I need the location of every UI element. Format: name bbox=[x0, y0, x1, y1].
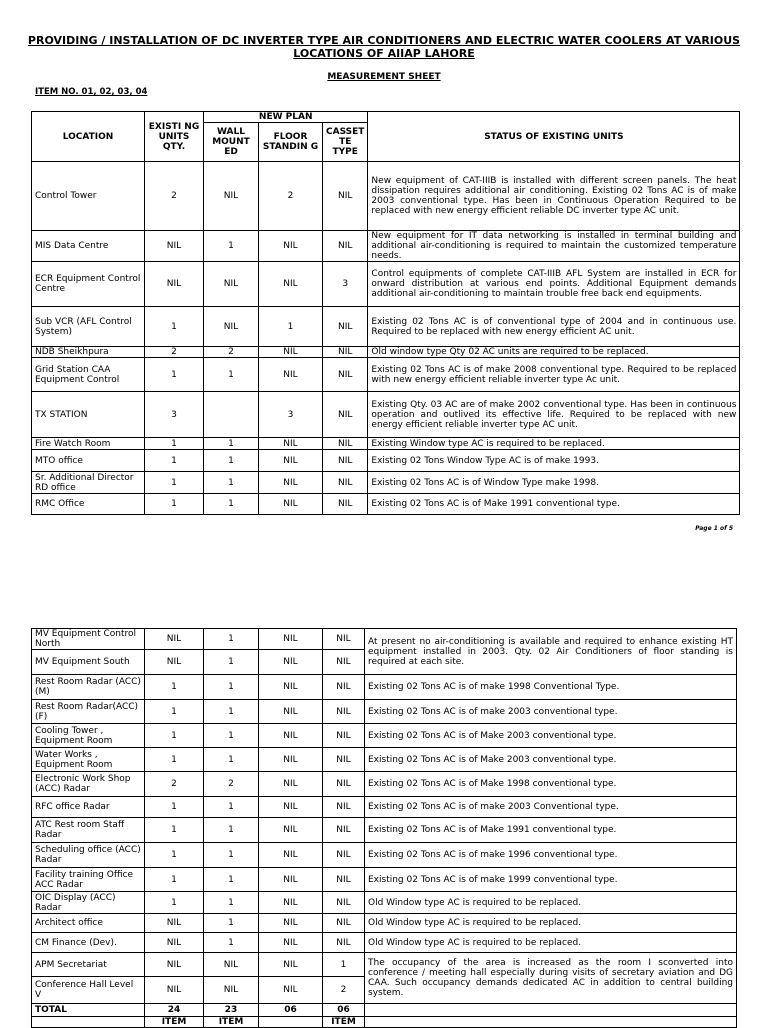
floor-standing-cell: NIL bbox=[259, 892, 323, 914]
wall-mounted-cell: 1 bbox=[204, 914, 259, 933]
cassette-type-cell: NIL bbox=[323, 933, 365, 953]
wall-mounted-cell: 1 bbox=[204, 231, 259, 262]
status-cell: Existing 02 Tons AC is of Make 2003 conventional type. bbox=[365, 724, 737, 748]
location-cell: MIS Data Centre bbox=[32, 231, 145, 262]
existing-units-cell: 1 bbox=[145, 843, 204, 868]
floor-standing-cell: NIL bbox=[259, 953, 323, 977]
header-status: STATUS OF EXISTING UNITS bbox=[368, 112, 740, 162]
existing-units-cell: 1 bbox=[145, 724, 204, 748]
status-cell: Existing 02 Tons AC is of make 2003 Conventional type. bbox=[365, 797, 737, 818]
existing-units-cell: 1 bbox=[145, 450, 204, 472]
cassette-type-cell: 2 bbox=[323, 977, 365, 1004]
existing-units-cell: NIL bbox=[145, 262, 204, 307]
wall-mounted-cell: 1 bbox=[204, 438, 259, 450]
header-wall-mounted: WALL MOUNT ED bbox=[204, 123, 259, 162]
floor-standing-cell: 2 bbox=[259, 162, 323, 231]
status-cell: Existing 02 Tons AC is of Make 1991 conventional type. bbox=[365, 818, 737, 843]
existing-units-cell: 1 bbox=[145, 494, 204, 515]
table-row bbox=[32, 843, 737, 868]
wall-mounted-cell: 1 bbox=[204, 650, 259, 675]
table-row bbox=[32, 953, 737, 977]
location-cell: Sr. Additional Director RD office bbox=[32, 472, 145, 494]
status-cell: Existing 02 Tons AC is of make 2008 conventional type. Required to be replaced with new energy efficient reliable inverter type Ac unit. bbox=[368, 358, 740, 392]
table-row bbox=[32, 307, 740, 347]
cassette-type-cell: NIL bbox=[323, 914, 365, 933]
footer-fragment-row bbox=[32, 1017, 737, 1028]
existing-units-cell: NIL bbox=[145, 933, 204, 953]
floor-standing-cell: NIL bbox=[259, 472, 323, 494]
total-cassette: 06 bbox=[323, 1004, 365, 1017]
wall-mounted-cell: NIL bbox=[204, 953, 259, 977]
cassette-type-cell: NIL bbox=[323, 307, 368, 347]
cassette-type-cell: NIL bbox=[323, 868, 365, 892]
table-row bbox=[32, 724, 737, 748]
wall-mounted-cell: 1 bbox=[204, 797, 259, 818]
location-cell: APM Secretariat bbox=[32, 953, 145, 977]
existing-units-cell: 1 bbox=[145, 748, 204, 772]
existing-units-cell: 1 bbox=[145, 438, 204, 450]
cassette-type-cell: NIL bbox=[323, 472, 368, 494]
status-cell: Old Window type AC is required to be replaced. bbox=[365, 914, 737, 933]
wall-mounted-cell: 1 bbox=[204, 843, 259, 868]
status-cell: Existing 02 Tons AC is of Make 1998 conventional type. bbox=[365, 772, 737, 797]
location-cell: ATC Rest room Staff Radar bbox=[32, 818, 145, 843]
table-row bbox=[32, 797, 737, 818]
cassette-type-cell: 1 bbox=[323, 953, 365, 977]
wall-mounted-cell: 1 bbox=[204, 748, 259, 772]
location-cell: MTO office bbox=[32, 450, 145, 472]
status-cell: The occupancy of the area is increased as the room I sconverted into conference / meeting hall especially during visits of secretary aviation and DG CAA. Such occupancy demands dedicated AC in addition to central building system. bbox=[365, 953, 737, 1004]
table-row bbox=[32, 772, 737, 797]
existing-units-cell: NIL bbox=[145, 231, 204, 262]
status-cell: Control equipments of complete CAT-IIIB AFL System are installed in ECR for onward distribution at various end points. Additional Equipment demands additional air-conditioning to maintain trouble free back end equipments. bbox=[368, 262, 740, 307]
measurement-table-2 bbox=[31, 628, 737, 1028]
location-cell: Architect office bbox=[32, 914, 145, 933]
existing-units-cell: 1 bbox=[145, 472, 204, 494]
table-row bbox=[32, 358, 740, 392]
floor-standing-cell: NIL bbox=[259, 450, 323, 472]
cassette-type-cell: NIL bbox=[323, 450, 368, 472]
location-cell: TX STATION bbox=[32, 392, 145, 438]
wall-mounted-cell: 1 bbox=[204, 868, 259, 892]
existing-units-cell: 1 bbox=[145, 868, 204, 892]
wall-mounted-cell: 1 bbox=[204, 700, 259, 724]
location-cell: MV Equipment Control North bbox=[32, 629, 145, 650]
status-cell: New equipment for IT data networking is installed in terminal building and additional air-conditioning is required to maintain the customized temperature needs. bbox=[368, 231, 740, 262]
cassette-type-cell: NIL bbox=[323, 629, 365, 650]
cassette-type-cell: 3 bbox=[323, 262, 368, 307]
status-cell: Existing 02 Tons AC is of Make 1991 conventional type. bbox=[368, 494, 740, 515]
cassette-type-cell: NIL bbox=[323, 494, 368, 515]
status-cell: Existing 02 Tons AC is of Window Type make 1998. bbox=[368, 472, 740, 494]
table-row bbox=[32, 162, 740, 231]
floor-standing-cell: NIL bbox=[259, 629, 323, 650]
table-row bbox=[32, 818, 737, 843]
floor-standing-cell: NIL bbox=[259, 748, 323, 772]
table-row bbox=[32, 438, 740, 450]
existing-units-cell: 1 bbox=[145, 797, 204, 818]
fragment-cassette: ITEM bbox=[323, 1017, 365, 1028]
floor-standing-cell: NIL bbox=[259, 914, 323, 933]
location-cell: RFC office Radar bbox=[32, 797, 145, 818]
existing-units-cell: 1 bbox=[145, 700, 204, 724]
table-row bbox=[32, 748, 737, 772]
location-cell: Control Tower bbox=[32, 162, 145, 231]
total-existing: 24 bbox=[145, 1004, 204, 1017]
floor-standing-cell: NIL bbox=[259, 700, 323, 724]
table-row bbox=[32, 262, 740, 307]
location-cell: Cooling Tower , Equipment Room bbox=[32, 724, 145, 748]
cassette-type-cell: NIL bbox=[323, 724, 365, 748]
wall-mounted-cell: 1 bbox=[204, 472, 259, 494]
floor-standing-cell: NIL bbox=[259, 675, 323, 700]
existing-units-cell: NIL bbox=[145, 650, 204, 675]
floor-standing-cell: NIL bbox=[259, 650, 323, 675]
header-cassette-type: CASSET TE TYPE bbox=[323, 123, 368, 162]
total-wall-mounted: 23 bbox=[204, 1004, 259, 1017]
wall-mounted-cell: 2 bbox=[204, 772, 259, 797]
floor-standing-cell: NIL bbox=[259, 977, 323, 1004]
floor-standing-cell: NIL bbox=[259, 438, 323, 450]
status-cell: Existing 02 Tons AC is of make 1996 conventional type. bbox=[365, 843, 737, 868]
cassette-type-cell: NIL bbox=[323, 347, 368, 358]
location-cell: OIC Display (ACC) Radar bbox=[32, 892, 145, 914]
wall-mounted-cell: 1 bbox=[204, 724, 259, 748]
status-cell: Existing 02 Tons Window Type AC is of make 1993. bbox=[368, 450, 740, 472]
table-row bbox=[32, 450, 740, 472]
existing-units-cell: 2 bbox=[145, 162, 204, 231]
status-cell: Existing 02 Tons AC is of conventional type of 2004 and in continuous use. Required to be replaced with new energy efficient AC unit. bbox=[368, 307, 740, 347]
existing-units-cell: 2 bbox=[145, 772, 204, 797]
cassette-type-cell: NIL bbox=[323, 392, 368, 438]
cassette-type-cell: NIL bbox=[323, 162, 368, 231]
table-row bbox=[32, 868, 737, 892]
cassette-type-cell: NIL bbox=[323, 231, 368, 262]
existing-units-cell: NIL bbox=[145, 977, 204, 1004]
wall-mounted-cell: 1 bbox=[204, 675, 259, 700]
status-cell: Existing Window type AC is required to be replaced. bbox=[368, 438, 740, 450]
header-new-plan: NEW PLAN bbox=[204, 112, 368, 123]
table-row bbox=[32, 892, 737, 914]
fragment-wall: ITEM bbox=[204, 1017, 259, 1028]
existing-units-cell: NIL bbox=[145, 629, 204, 650]
cassette-type-cell: NIL bbox=[323, 892, 365, 914]
floor-standing-cell: NIL bbox=[259, 262, 323, 307]
document-title: PROVIDING / INSTALLATION OF DC INVERTER TYPE AIR CONDITIONERS AND ELECTRIC WATER COOLERS AT VARIOUS LOCATIONS OF AIIAP LAHORE bbox=[27, 34, 741, 60]
floor-standing-cell: NIL bbox=[259, 772, 323, 797]
floor-standing-cell: NIL bbox=[259, 724, 323, 748]
floor-standing-cell: NIL bbox=[259, 231, 323, 262]
floor-standing-cell: 1 bbox=[259, 307, 323, 347]
total-status-empty bbox=[365, 1004, 737, 1017]
cassette-type-cell: NIL bbox=[323, 797, 365, 818]
table-row bbox=[32, 700, 737, 724]
wall-mounted-cell bbox=[204, 392, 259, 438]
existing-units-cell: 1 bbox=[145, 892, 204, 914]
fragment-existing: ITEM bbox=[145, 1017, 204, 1028]
table-row bbox=[32, 392, 740, 438]
floor-standing-cell: NIL bbox=[259, 797, 323, 818]
fragment-floor bbox=[259, 1017, 323, 1028]
status-cell: Existing 02 Tons AC is of make 1998 Conventional Type. bbox=[365, 675, 737, 700]
location-cell: Sub VCR (AFL Control System) bbox=[32, 307, 145, 347]
wall-mounted-cell: NIL bbox=[204, 977, 259, 1004]
location-cell: Conference Hall Level V bbox=[32, 977, 145, 1004]
wall-mounted-cell: 1 bbox=[204, 892, 259, 914]
status-cell: New equipment of CAT-IIIB is installed with different screen panels. The heat dissipation requires additional air conditioning. Existing 02 Tons AC is of make 2003 conventional type. Has been in Continuous Operation Required to be replaced with new energy efficient reliable DC inverter type AC unit. bbox=[368, 162, 740, 231]
wall-mounted-cell: NIL bbox=[204, 307, 259, 347]
table-row bbox=[32, 231, 740, 262]
status-cell: Existing 02 Tons AC is of Make 2003 conventional type. bbox=[365, 748, 737, 772]
wall-mounted-cell: NIL bbox=[204, 262, 259, 307]
wall-mounted-cell: 1 bbox=[204, 818, 259, 843]
wall-mounted-cell: 1 bbox=[204, 933, 259, 953]
cassette-type-cell: NIL bbox=[323, 650, 365, 675]
location-cell: Grid Station CAA Equipment Control bbox=[32, 358, 145, 392]
table-row bbox=[32, 629, 737, 650]
existing-units-cell: 1 bbox=[145, 675, 204, 700]
location-cell: NDB Sheikhpura bbox=[32, 347, 145, 358]
status-cell: Existing Qty. 03 AC are of make 2002 conventional type. Has been in continuous operation and outlived its effective life. Required to be replaced with new energy efficient reliable inverter type AC unit. bbox=[368, 392, 740, 438]
floor-standing-cell: 3 bbox=[259, 392, 323, 438]
floor-standing-cell: NIL bbox=[259, 933, 323, 953]
floor-standing-cell: NIL bbox=[259, 818, 323, 843]
location-cell: Scheduling office (ACC) Radar bbox=[32, 843, 145, 868]
location-cell: Rest Room Radar(ACC) (F) bbox=[32, 700, 145, 724]
wall-mounted-cell: 1 bbox=[204, 629, 259, 650]
table-row bbox=[32, 494, 740, 515]
cassette-type-cell: NIL bbox=[323, 843, 365, 868]
existing-units-cell: NIL bbox=[145, 953, 204, 977]
floor-standing-cell: NIL bbox=[259, 843, 323, 868]
cassette-type-cell: NIL bbox=[323, 772, 365, 797]
existing-units-cell: 1 bbox=[145, 818, 204, 843]
floor-standing-cell: NIL bbox=[259, 347, 323, 358]
table-row bbox=[32, 347, 740, 358]
status-cell: Existing 02 Tons AC is of make 1999 conventional type. bbox=[365, 868, 737, 892]
cassette-type-cell: NIL bbox=[323, 438, 368, 450]
table-row bbox=[32, 933, 737, 953]
total-row bbox=[32, 1004, 737, 1017]
wall-mounted-cell: 2 bbox=[204, 347, 259, 358]
document-subtitle: MEASUREMENT SHEET bbox=[327, 72, 441, 82]
existing-units-cell: NIL bbox=[145, 914, 204, 933]
existing-units-cell: 2 bbox=[145, 347, 204, 358]
cassette-type-cell: NIL bbox=[323, 358, 368, 392]
location-cell: RMC Office bbox=[32, 494, 145, 515]
header-existing-units: EXISTI NG UNITS QTY. bbox=[145, 112, 204, 162]
header-floor-standing: FLOOR STANDIN G bbox=[259, 123, 323, 162]
table-row bbox=[32, 675, 737, 700]
existing-units-cell: 1 bbox=[145, 358, 204, 392]
cassette-type-cell: NIL bbox=[323, 818, 365, 843]
floor-standing-cell: NIL bbox=[259, 868, 323, 892]
measurement-table-1 bbox=[31, 111, 740, 515]
table-row bbox=[32, 472, 740, 494]
status-cell: Old Window type AC is required to be replaced. bbox=[365, 933, 737, 953]
wall-mounted-cell: NIL bbox=[204, 162, 259, 231]
item-number: ITEM NO. 01, 02, 03, 04 bbox=[35, 87, 148, 97]
location-cell: Electronic Work Shop (ACC) Radar bbox=[32, 772, 145, 797]
cassette-type-cell: NIL bbox=[323, 700, 365, 724]
table-row bbox=[32, 914, 737, 933]
floor-standing-cell: NIL bbox=[259, 494, 323, 515]
wall-mounted-cell: 1 bbox=[204, 450, 259, 472]
location-cell: Water Works , Equipment Room bbox=[32, 748, 145, 772]
cassette-type-cell: NIL bbox=[323, 748, 365, 772]
location-cell: Facility training Office ACC Radar bbox=[32, 868, 145, 892]
location-cell: MV Equipment South bbox=[32, 650, 145, 675]
existing-units-cell: 3 bbox=[145, 392, 204, 438]
existing-units-cell: 1 bbox=[145, 307, 204, 347]
header-location: LOCATION bbox=[32, 112, 145, 162]
location-cell: CM Finance (Dev). bbox=[32, 933, 145, 953]
status-cell: At present no air-conditioning is available and required to enhance existing HT equipment installed in 2003. Qty. 02 Air Conditioners of floor standing is required at each site. bbox=[365, 629, 737, 675]
fragment-status bbox=[365, 1017, 737, 1028]
location-cell: ECR Equipment Control Centre bbox=[32, 262, 145, 307]
cassette-type-cell: NIL bbox=[323, 675, 365, 700]
status-cell: Old window type Qty 02 AC units are required to be replaced. bbox=[368, 347, 740, 358]
total-label: TOTAL bbox=[32, 1004, 145, 1017]
wall-mounted-cell: 1 bbox=[204, 494, 259, 515]
wall-mounted-cell: 1 bbox=[204, 358, 259, 392]
location-cell: Rest Room Radar (ACC)(M) bbox=[32, 675, 145, 700]
fragment-empty bbox=[32, 1017, 145, 1028]
total-floor-standing: 06 bbox=[259, 1004, 323, 1017]
status-cell: Old Window type AC is required to be replaced. bbox=[365, 892, 737, 914]
page-number: Page 1 of 5 bbox=[695, 525, 733, 532]
status-cell: Existing 02 Tons AC is of make 2003 conventional type. bbox=[365, 700, 737, 724]
location-cell: Fire Watch Room bbox=[32, 438, 145, 450]
floor-standing-cell: NIL bbox=[259, 358, 323, 392]
